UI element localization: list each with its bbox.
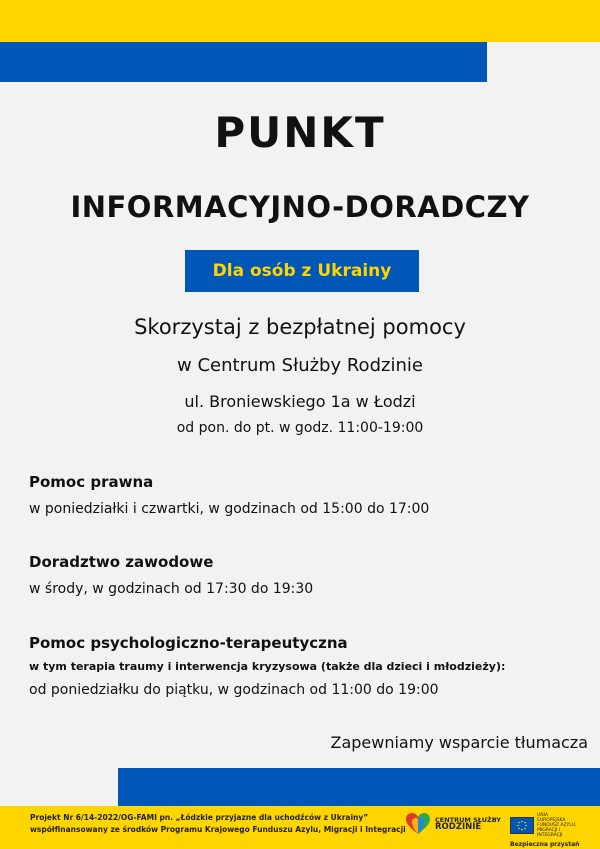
bottom-blue-band [118, 768, 600, 806]
section-subtitle-psychological-help: w tym terapia traumy i interwencja kryzysowa (także dla dzieci i młodzieży): [29, 660, 506, 673]
centrum-sluzby-rodzinie-logo [405, 812, 501, 836]
section-title-legal-aid: Pomoc prawna [29, 473, 154, 491]
footer-funding-line: współfinansowany ze środków Programu Krajowego Funduszu Azylu, Migracji i Integracji [30, 825, 406, 834]
eu-fund-logo [510, 813, 579, 848]
intro-location: w Centrum Służby Rodzinie [177, 355, 423, 376]
page-subtitle: INFORMACYJNO-DORADCZY [70, 190, 530, 224]
page-title: PUNKT [214, 108, 386, 157]
eu-flag-icon [510, 817, 534, 834]
eu-caption: Bezpieczna przystań [510, 841, 580, 848]
footer-project-line: Projekt Nr 6/14-2022/OG-FAMI pn. „Łódzkie przyjazne dla uchodźców z Ukrainy” [30, 813, 369, 822]
eu-fund-text: UNIA EUROPEJSKA FUNDUSZ AZYLU, MIGRACJI I INTEGRACJI [537, 813, 577, 838]
section-text-legal-aid: w poniedziałki i czwartki, w godzinach od 15:00 do 17:00 [29, 501, 430, 517]
logo-csr-line2: RODZINIE [435, 822, 482, 832]
intro-headline: Skorzystaj z bezpłatnej pomocy [134, 315, 466, 339]
footer-project-info [30, 812, 406, 836]
intro-address: ul. Broniewskiego 1a w Łodzi [184, 392, 416, 411]
interpreter-note: Zapewniamy wsparcie tłumacza [330, 733, 588, 752]
top-blue-band [0, 42, 487, 82]
section-title-psychological-help: Pomoc psychologiczno-terapeutyczna [29, 634, 348, 652]
intro-hours: od pon. do pt. w godz. 11:00-19:00 [176, 420, 424, 436]
section-text-psychological-help: od poniedziałku do piątku, w godzinach od 11:00 do 19:00 [29, 682, 439, 698]
top-yellow-band [0, 0, 600, 42]
section-title-career-counseling: Doradztwo zawodowe [29, 553, 214, 571]
audience-badge: Dla osób z Ukrainy [185, 250, 419, 292]
heart-logo-icon [405, 812, 431, 836]
logo-csr-line1: CENTRUM SŁUŻBY [435, 816, 502, 824]
section-text-career-counseling: w środy, w godzinach od 17:30 do 19:30 [29, 581, 314, 597]
